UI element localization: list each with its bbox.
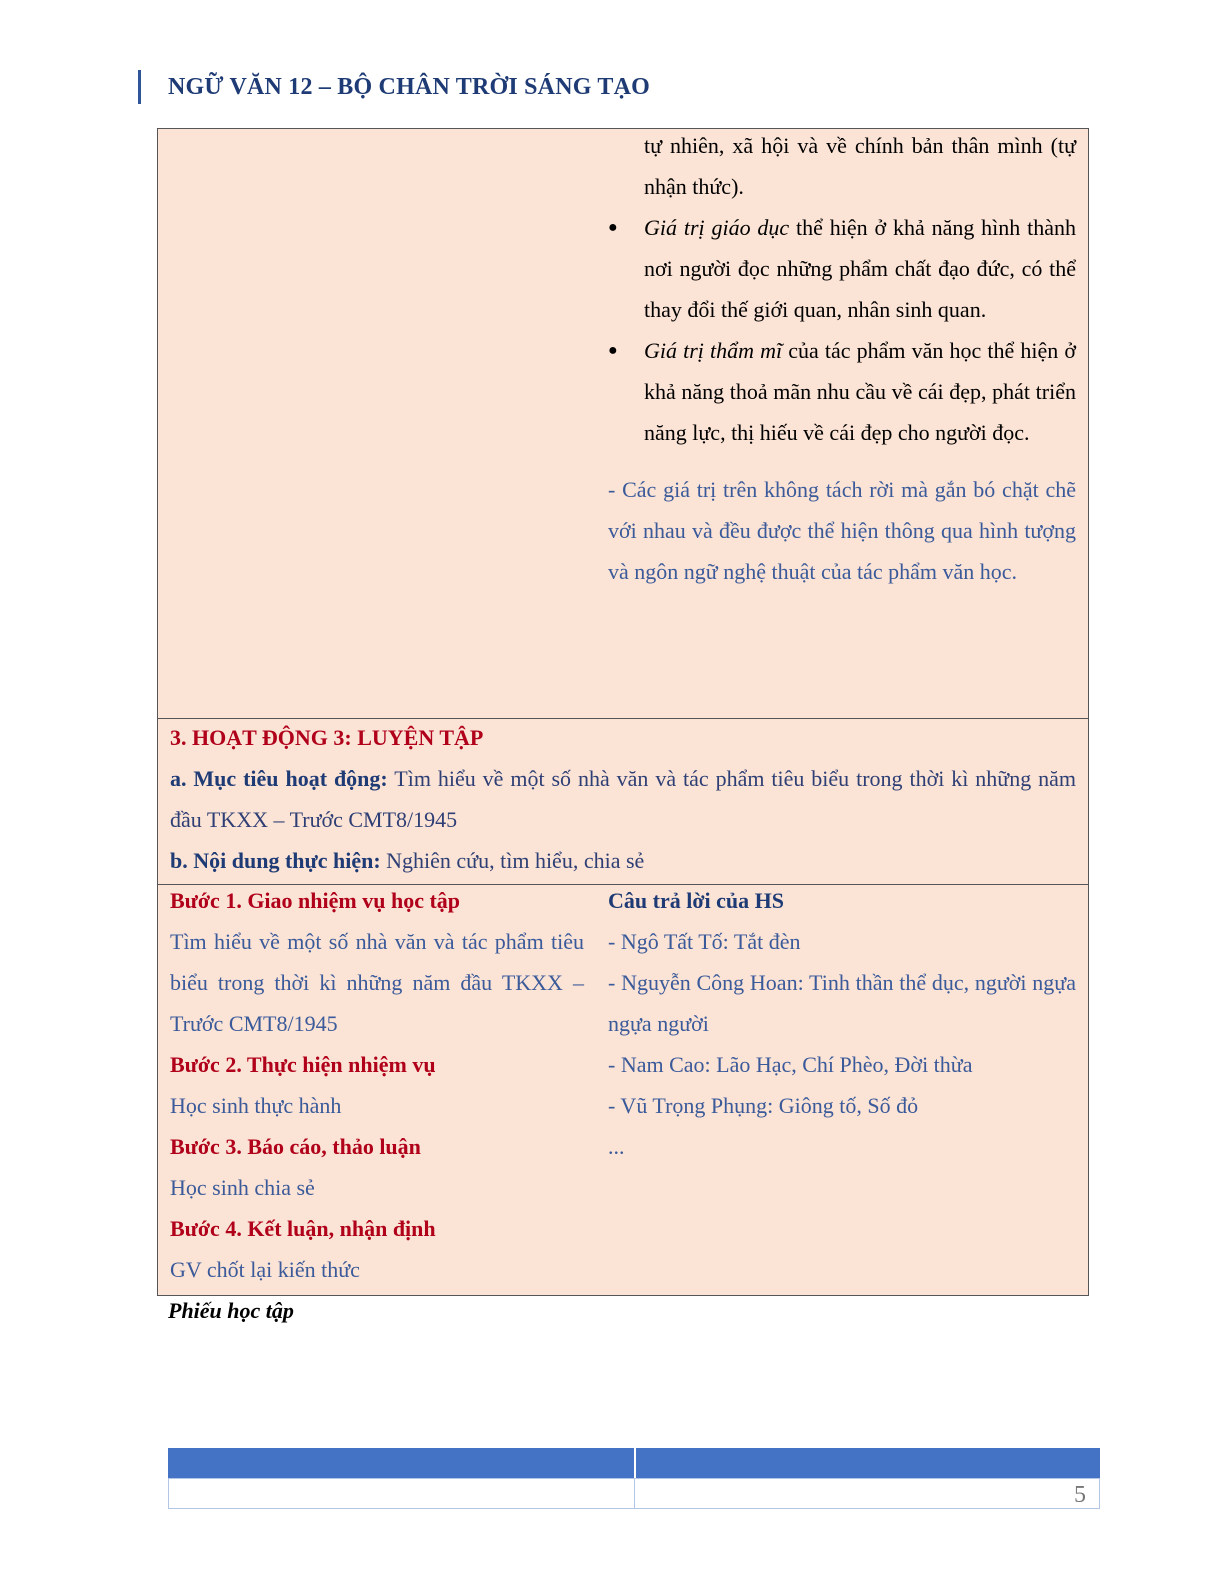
activity-goal xyxy=(170,758,1076,840)
answers-cell xyxy=(596,884,1089,1296)
step-title: Bước 3. Báo cáo, thảo luận xyxy=(170,1134,421,1159)
step-text: Học sinh chia sẻ xyxy=(170,1175,315,1200)
activity-heading: 3. HOẠT ĐỘNG 3: LUYỆN TẬP xyxy=(170,725,484,750)
step-title: Bước 2. Thực hiện nhiệm vụ xyxy=(170,1052,436,1077)
step-text: Học sinh thực hành xyxy=(170,1093,342,1118)
activity-content xyxy=(170,840,1076,881)
bullet-icon: ● xyxy=(608,219,618,236)
worksheet-caption: Phiếu học tập xyxy=(168,1298,294,1323)
step-title: Bước 4. Kết luận, nhận định xyxy=(170,1216,436,1241)
goal-text: Tìm hiểu về một số nhà văn và tác phẩm tiêu biểu trong thời kì những năm đầu TKXX – Trước CMT8/1945 xyxy=(170,766,1076,832)
footer-table-header-right xyxy=(636,1448,1100,1478)
table-cell-top-left xyxy=(157,128,597,719)
footer-table-header-left xyxy=(168,1448,634,1478)
step-text: GV chốt lại kiến thức xyxy=(170,1257,360,1282)
answer-item: - Vũ Trọng Phụng: Giông tố, Số đỏ xyxy=(608,1093,919,1118)
bullet-text: thể hiện ở khả năng hình thành nơi người đọc những phẩm chất đạo đức, có thể thay đổi thế giới quan, nhân sinh quan. xyxy=(644,215,1077,322)
content-label: b. Nội dung thực hiện: xyxy=(170,848,381,873)
footer-table-cell-left xyxy=(168,1478,635,1509)
step-title: Bước 1. Giao nhiệm vụ học tập xyxy=(170,888,461,913)
bullet-term: Giá trị thẩm mĩ xyxy=(644,338,783,363)
bullet-item xyxy=(608,207,1076,330)
answer-item: ... xyxy=(608,1134,625,1159)
steps-cell xyxy=(157,884,597,1296)
table-cell-top-right xyxy=(596,128,1089,719)
summary-text: - Các giá trị trên không tách rời mà gắn bó chặt chẽ với nhau và đều được thể hiện thông qua hình tượng và ngôn ngữ nghệ thuật của tác phẩm văn học. xyxy=(608,477,1076,584)
footer-table-cell-right xyxy=(634,1478,1100,1509)
bullet-item xyxy=(608,330,1076,453)
activity-row xyxy=(157,718,1089,885)
bullet-text: của tác phẩm văn học thể hiện ở khả năng thoả mãn nhu cầu về cái đẹp, phát triển năng lực, thị hiếu về cái đẹp cho người đọc. xyxy=(644,338,1076,445)
bullet-term: Giá trị giáo dục xyxy=(644,215,790,240)
bullet-icon: ● xyxy=(608,342,618,359)
answers-title: Câu trả lời của HS xyxy=(608,888,784,913)
answer-item: - Nam Cao: Lão Hạc, Chí Phèo, Đời thừa xyxy=(608,1052,973,1077)
goal-label: a. Mục tiêu hoạt động: xyxy=(170,766,388,791)
step-text: Tìm hiểu về một số nhà văn và tác phẩm tiêu biểu trong thời kì những năm đầu TKXX – Trước CMT8/1945 xyxy=(170,929,584,1036)
header-bar xyxy=(138,70,141,104)
content-text: Nghiên cứu, tìm hiểu, chia sẻ xyxy=(380,848,645,873)
continued-text: tự nhiên, xã hội và về chính bản thân mình (tự nhận thức). xyxy=(644,133,1076,199)
page-number: 5 xyxy=(1074,1482,1086,1508)
answer-item: - Nguyễn Công Hoan: Tinh thần thể dục, người ngựa ngựa người xyxy=(608,970,1076,1036)
page-header-title: NGỮ VĂN 12 – BỘ CHÂN TRỜI SÁNG TẠO xyxy=(168,74,650,100)
answer-item: - Ngô Tất Tố: Tắt đèn xyxy=(608,929,801,954)
